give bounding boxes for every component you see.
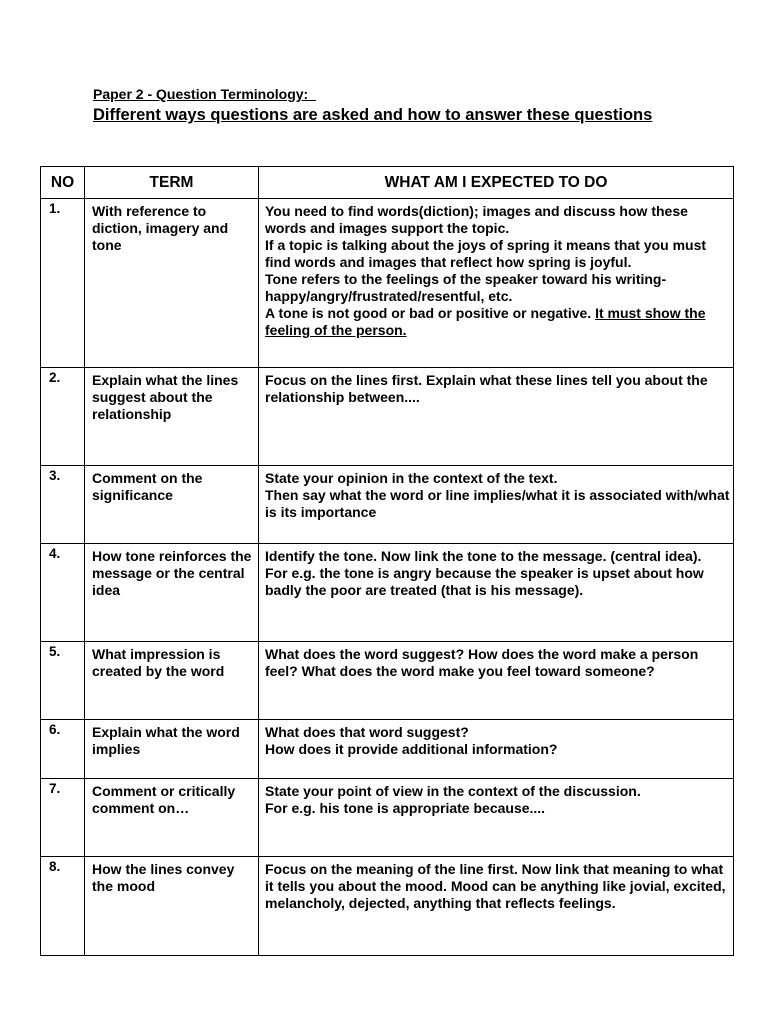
row-term: Explain what the word implies [85, 720, 259, 779]
row-term: How the lines convey the mood [85, 857, 259, 956]
description-line: What does that word suggest? [265, 724, 469, 740]
table-row [41, 199, 734, 368]
table-row [41, 642, 734, 720]
description-line: If a topic is talking about the joys of spring it means that you must find words and images that reflect how spring is joyful. [265, 237, 707, 270]
row-term: Comment or critically comment on… [85, 779, 259, 857]
row-description [259, 779, 734, 857]
row-number: 2. [41, 368, 85, 466]
row-number: 7. [41, 779, 85, 857]
row-number: 8. [41, 857, 85, 956]
description-line: State your point of view in the context of the discussion. [265, 783, 641, 799]
underlined-emphasis: It must show the feeling of the person. [265, 305, 706, 338]
row-term: How tone reinforces the message or the central idea [85, 544, 259, 642]
table-row [41, 779, 734, 857]
description-line: State your opinion in the context of the text. [265, 470, 558, 486]
description-line: Tone refers to the feelings of the speaker toward his writing- happy/angry/frustrated/resentful, etc. [265, 271, 667, 304]
description-line: You need to find words(diction); images and discuss how these words and images support the topic. [265, 203, 688, 236]
description-line: Identify the tone. Now link the tone to the message. (central idea). [265, 548, 702, 564]
row-description [259, 857, 734, 956]
row-term: Comment on the significance [85, 466, 259, 544]
table-row [41, 720, 734, 779]
table-row [41, 466, 734, 544]
table-row [41, 544, 734, 642]
description-line: What does the word suggest? How does the word make a person feel? What does the word make you feel toward someone? [265, 646, 699, 679]
description-text: A tone is not good or bad or positive or negative. [265, 305, 596, 321]
description-line: Focus on the meaning of the line first. Now link that meaning to what it tells you about the mood. Mood can be anything like jovial, excited, melancholy, dejected, anything that reflects feelings. [265, 861, 726, 911]
table-header-row [41, 167, 734, 199]
table-row [41, 857, 734, 956]
description-line: For e.g. his tone is appropriate because.... [265, 800, 546, 816]
table-row [41, 368, 734, 466]
row-term: Explain what the lines suggest about the relationship [85, 368, 259, 466]
row-number: 6. [41, 720, 85, 779]
description-line: For e.g. the tone is angry because the speaker is upset about how badly the poor are treated (that is his message). [265, 565, 704, 598]
row-description [259, 199, 734, 368]
row-term: What impression is created by the word [85, 642, 259, 720]
row-term: With reference to diction, imagery and tone [85, 199, 259, 368]
row-description [259, 544, 734, 642]
row-number: 1. [41, 199, 85, 368]
row-description [259, 368, 734, 466]
row-description [259, 466, 734, 544]
description-line: How does it provide additional information? [265, 741, 558, 757]
row-number: 3. [41, 466, 85, 544]
terminology-table [40, 166, 734, 956]
header-term: TERM [85, 167, 259, 199]
row-description [259, 720, 734, 779]
description-line [265, 305, 730, 339]
document-subtitle: Paper 2 - Question Terminology: [93, 86, 316, 102]
header-expected: WHAT AM I EXPECTED TO DO [259, 167, 734, 199]
row-number: 5. [41, 642, 85, 720]
header-no: NO [41, 167, 85, 199]
description-line: Focus on the lines first. Explain what these lines tell you about the relationship between.... [265, 372, 708, 405]
row-description [259, 642, 734, 720]
document-title: Different ways questions are asked and how to answer these questions [93, 106, 653, 124]
row-number: 4. [41, 544, 85, 642]
description-line: Then say what the word or line implies/what it is associated with/what is its importance [265, 487, 730, 520]
